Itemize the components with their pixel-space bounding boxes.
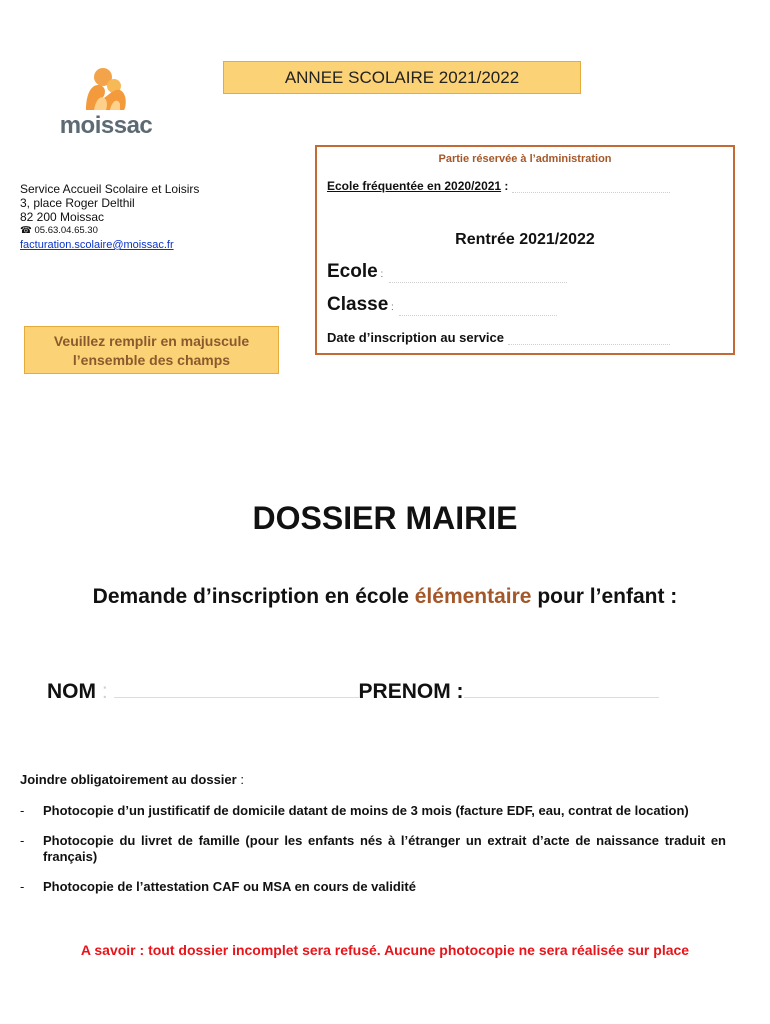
subtitle-end: pour l’enfant : xyxy=(531,585,678,608)
first-name-field[interactable] xyxy=(464,683,659,698)
class-label: Classe xyxy=(327,294,389,315)
list-bullet: - xyxy=(20,833,25,848)
list-item xyxy=(20,833,726,865)
first-name-label: PRENOM : xyxy=(358,680,464,703)
logo-text: moissac xyxy=(59,112,153,139)
class-field[interactable] xyxy=(399,301,557,316)
list-item-text: Photocopie de l’attestation CAF ou MSA en cours de validité xyxy=(43,879,416,894)
registration-date-field[interactable] xyxy=(508,332,670,345)
phone-icon: ☎ xyxy=(20,225,35,236)
rentree-heading: Rentrée 2021/2022 xyxy=(455,231,595,248)
contact-phone xyxy=(20,224,199,238)
admin-reserved-box xyxy=(315,145,735,355)
school-year-banner: ANNEE SCOLAIRE 2021/2022 xyxy=(223,61,581,94)
last-name-label: NOM xyxy=(47,680,96,703)
list-item-text: Photocopie du livret de famille (pour les enfants nés à l’étranger un extrait d’acte de naissance traduit en français) xyxy=(43,833,726,864)
list-item-text: Photocopie d’un justificatif de domicile datant de moins de 3 mois (facture EDF, eau, contrat de location) xyxy=(43,803,689,818)
list-item xyxy=(20,803,726,819)
contact-address: 3, place Roger Delthil xyxy=(20,196,135,210)
school-field[interactable] xyxy=(389,268,567,283)
moissac-logo-icon xyxy=(50,64,162,114)
school-label: Ecole xyxy=(327,261,378,282)
uppercase-notice xyxy=(24,326,279,374)
documents-intro xyxy=(20,772,244,787)
incomplete-file-warning: A savoir : tout dossier incomplet sera refusé. Aucune photocopie ne sera réalisée sur place xyxy=(80,942,690,958)
admin-box-title: Partie réservée à l’administration xyxy=(438,153,612,165)
school-colon: : xyxy=(377,269,384,280)
notice-line-1: Veuillez remplir en majuscule xyxy=(53,333,250,349)
subtitle-accent: élémentaire xyxy=(414,585,532,608)
previous-school-label: Ecole fréquentée en 2020/2021 xyxy=(327,179,502,193)
notice-line-2: l’ensemble des champs xyxy=(72,352,231,368)
school-row xyxy=(327,261,567,283)
last-name-colon: : xyxy=(96,680,114,703)
list-bullet: - xyxy=(20,879,25,894)
phone-number: 05.63.04.65.30 xyxy=(34,225,98,236)
documents-intro-text: Joindre obligatoirement au dossier xyxy=(20,772,237,787)
moissac-logo xyxy=(50,64,162,146)
child-name-row xyxy=(47,680,659,704)
previous-school-colon: : xyxy=(501,179,509,193)
contact-city: 82 200 Moissac xyxy=(20,210,105,224)
last-name-field[interactable] xyxy=(114,683,359,698)
contact-block xyxy=(20,182,199,252)
list-item xyxy=(20,879,726,895)
subtitle-start: Demande d’inscription en école xyxy=(92,585,415,608)
registration-date-row xyxy=(327,330,670,345)
list-bullet: - xyxy=(20,803,25,818)
contact-email-link[interactable]: facturation.scolaire@moissac.fr xyxy=(20,239,174,251)
previous-school-row xyxy=(327,179,670,193)
documents-intro-colon: : xyxy=(236,772,244,787)
page-title: DOSSIER MAIRIE xyxy=(252,500,518,536)
contact-service: Service Accueil Scolaire et Loisirs xyxy=(20,182,200,196)
class-row xyxy=(327,294,557,316)
registration-date-label: Date d’inscription au service xyxy=(327,330,505,345)
documents-list xyxy=(20,803,726,909)
subtitle xyxy=(0,585,770,609)
previous-school-field[interactable] xyxy=(512,180,670,193)
class-colon: : xyxy=(388,302,394,313)
